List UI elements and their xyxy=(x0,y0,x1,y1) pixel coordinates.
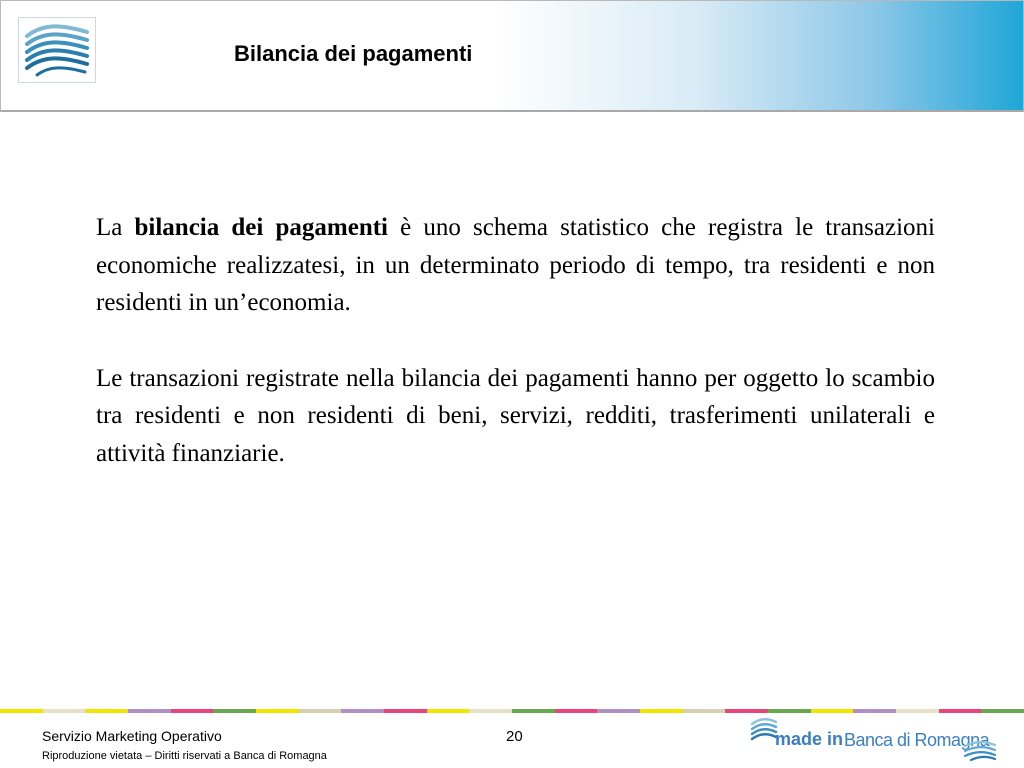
stripe-segment xyxy=(128,709,171,713)
brand-waves-small-icon xyxy=(963,740,997,762)
page-number: 20 xyxy=(506,728,523,745)
stripe-segment xyxy=(469,709,512,713)
stripe-segment xyxy=(341,709,384,713)
slide-header xyxy=(0,0,1024,112)
footer-department: Servizio Marketing Operativo xyxy=(42,728,222,744)
stripe-segment xyxy=(555,709,598,713)
waves-logo-icon xyxy=(18,17,96,83)
stripe-segment xyxy=(939,709,982,713)
brand-made-in: made in xyxy=(775,729,844,749)
slide-title: Bilancia dei pagamenti xyxy=(234,41,473,66)
stripe-segment xyxy=(597,709,640,713)
paragraph-transactions: Le transazioni registrate nella bilancia dei pagamenti hanno per oggetto lo scambio tra residenti e non residenti di beni, servizi, redditi, trasferimenti unilaterali e attività finanziarie. xyxy=(96,364,935,467)
stripe-segment xyxy=(768,709,811,713)
definition-prefix: La xyxy=(96,214,135,241)
stripe-segment xyxy=(683,709,726,713)
brand-bank-name: Banca di Romagna xyxy=(844,730,990,750)
definition-term: bilancia dei pagamenti xyxy=(134,214,388,241)
stripe-segment xyxy=(896,709,939,713)
stripe-segment xyxy=(853,709,896,713)
stripe-segment xyxy=(0,709,43,713)
stripe-segment xyxy=(640,709,683,713)
brand-logo xyxy=(750,716,1000,766)
stripe-segment xyxy=(512,709,555,713)
stripe-segment xyxy=(43,709,86,713)
stripe-segment xyxy=(256,709,299,713)
paragraph-definition xyxy=(96,209,935,322)
stripe-segment xyxy=(811,709,854,713)
stripe-segment xyxy=(171,709,214,713)
stripe-segment xyxy=(213,709,256,713)
stripe-segment xyxy=(427,709,470,713)
brand-waves-icon xyxy=(750,716,778,742)
stripe-segment xyxy=(299,709,342,713)
slide-body xyxy=(96,209,935,510)
stripe-segment xyxy=(85,709,128,713)
footer-copyright: Riproduzione vietata – Diritti riservati a Banca di Romagna xyxy=(42,750,327,762)
color-stripe-divider xyxy=(0,709,1024,713)
stripe-segment xyxy=(981,709,1024,713)
stripe-segment xyxy=(725,709,768,713)
definition-text: è uno schema statistico che registra le transazioni economiche realizzatesi, in un determinato periodo di tempo, tra residenti e non residenti in un’economia. xyxy=(96,214,935,316)
stripe-segment xyxy=(384,709,427,713)
